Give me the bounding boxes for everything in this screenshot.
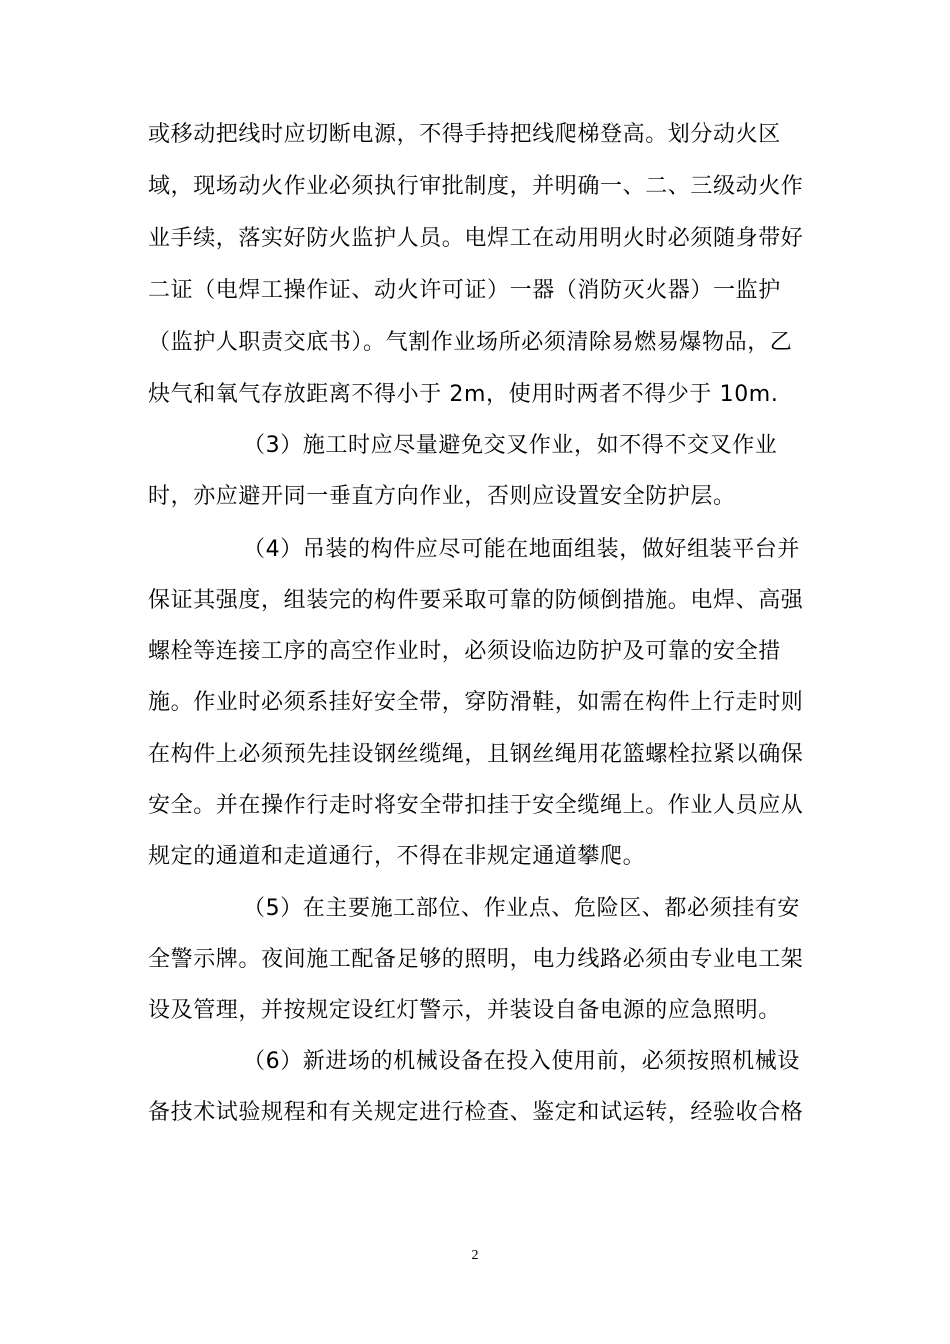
- paragraph-start-line: （4）吊装的构件应尽可能在地面组装，做好组装平台并: [243, 537, 800, 562]
- text-line: 二证（电焊工操作证、动火许可证）一器（消防灭火器）一监护: [148, 278, 781, 303]
- text-line: 设及管理，并按规定设红灯警示，并装设自备电源的应急照明。: [148, 998, 781, 1023]
- text-line: 螺栓等连接工序的高空作业时，必须设临边防护及可靠的安全措: [148, 639, 781, 664]
- text-line: （监护人职责交底书）。气割作业场所必须清除易燃易爆物品，乙: [148, 330, 793, 355]
- text-line: 炔气和氧气存放距离不得小于 2m，使用时两者不得少于 10m.: [148, 382, 779, 407]
- paragraph-start-line: （5）在主要施工部位、作业点、危险区、都必须挂有安: [243, 896, 800, 921]
- text-line: 安全。并在操作行走时将安全带扣挂于安全缆绳上。作业人员应从: [148, 793, 804, 818]
- text-line: 业手续，落实好防火监护人员。电焊工在动用明火时必须随身带好: [148, 226, 804, 251]
- text-line: 施。作业时必须系挂好安全带，穿防滑鞋，如需在构件上行走时则: [148, 690, 804, 715]
- text-line: 规定的通道和走道通行，不得在非规定通道攀爬。: [148, 844, 646, 869]
- text-line: 或移动把线时应切断电源，不得手持把线爬梯登高。划分动火区: [148, 122, 781, 147]
- text-line: 备技术试验规程和有关规定进行检查、鉴定和试运转，经验收合格: [148, 1100, 804, 1125]
- paragraph-start-line: （3）施工时应尽量避免交叉作业，如不得不交叉作业: [243, 433, 778, 458]
- page-number: 2: [471, 1248, 479, 1263]
- text-line: 保证其强度，组装完的构件要采取可靠的防倾倒措施。电焊、高强: [148, 588, 804, 613]
- text-line: 全警示牌。夜间施工配备足够的照明，电力线路必须由专业电工架: [148, 947, 804, 972]
- text-line: 时，亦应避开同一垂直方向作业，否则应设置安全防护层。: [148, 484, 736, 509]
- paragraph-start-line: （6）新进场的机械设备在投入使用前，必须按照机械设: [243, 1049, 800, 1074]
- text-line: 在构件上必须预先挂设钢丝缆绳，且钢丝绳用花篮螺栓拉紧以确保: [148, 742, 804, 767]
- text-line: 域，现场动火作业必须执行审批制度，并明确一、二、三级动火作: [148, 174, 804, 199]
